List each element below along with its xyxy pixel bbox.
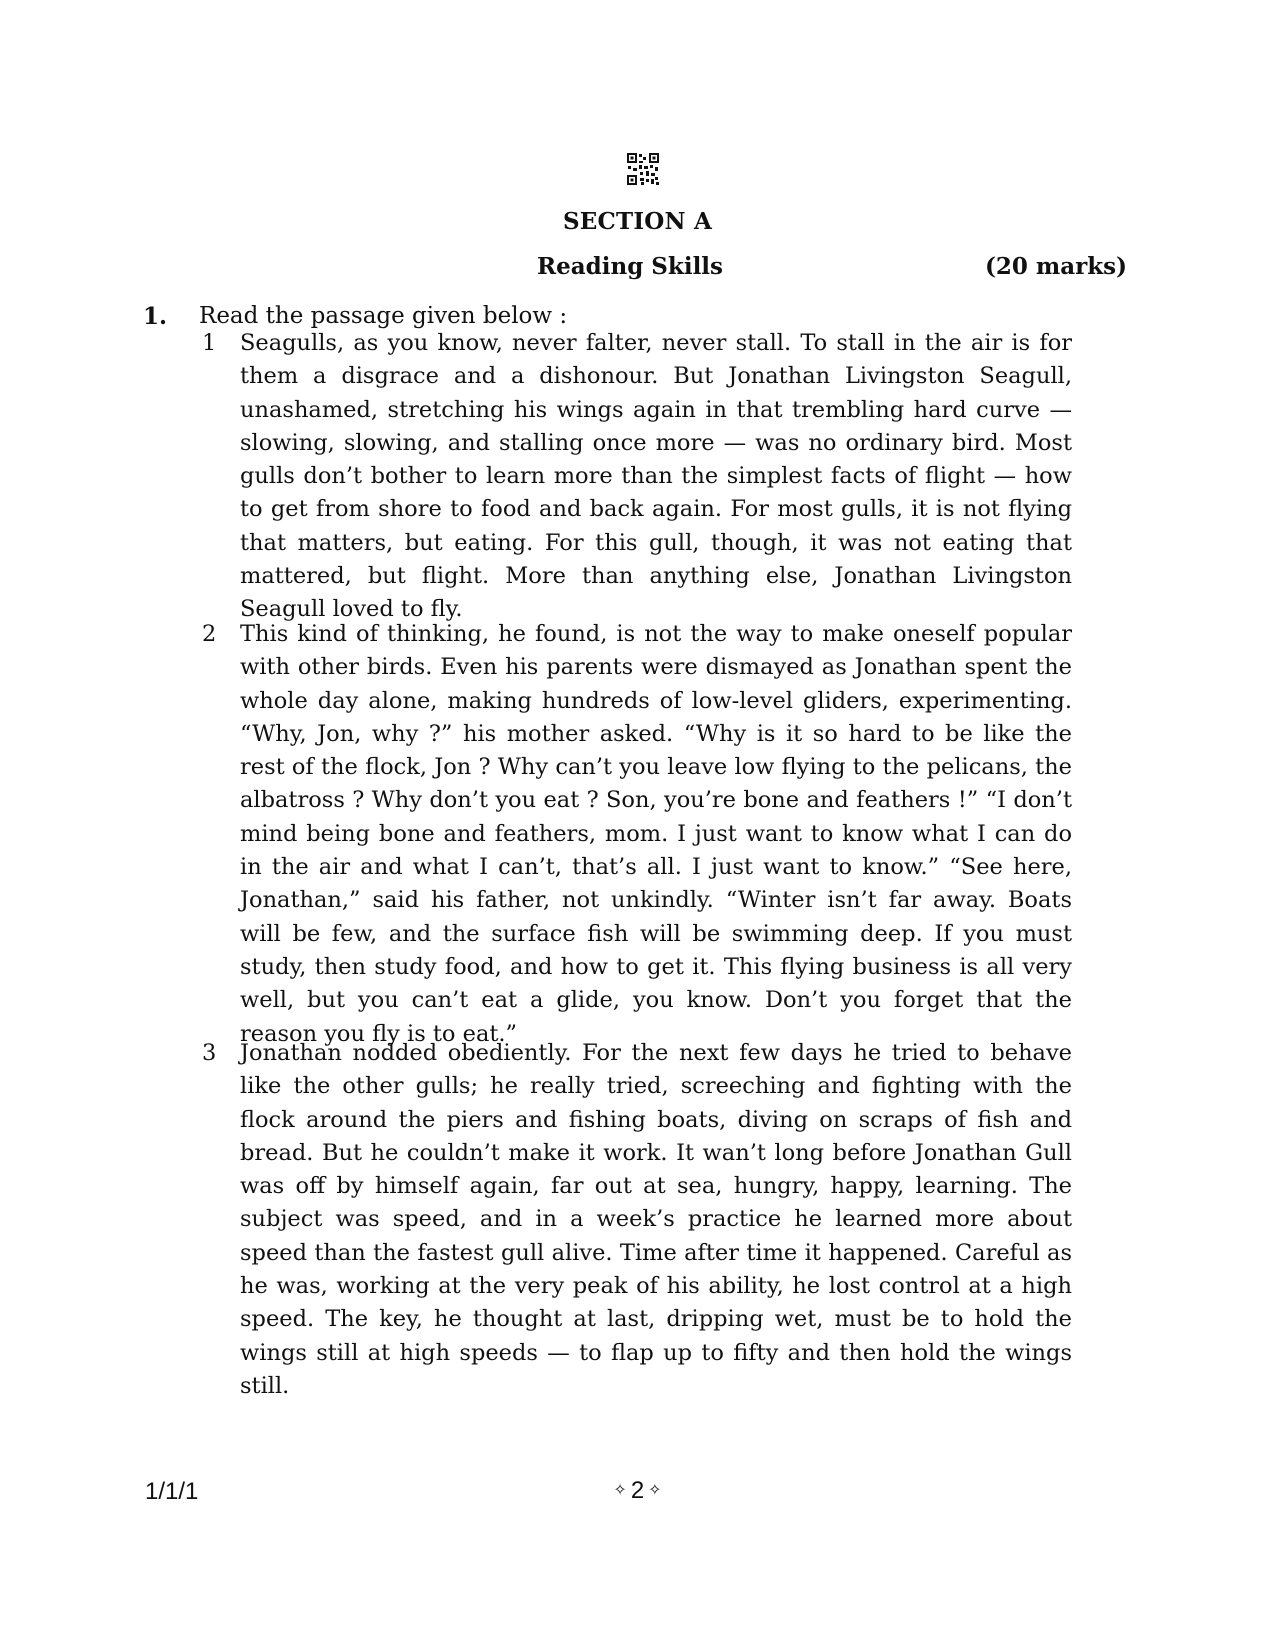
page-number-wrapper — [0, 1477, 1275, 1505]
question-prompt: Read the passage given below : — [199, 303, 568, 329]
ornament-icon: ✧ — [613, 1482, 627, 1499]
qr-code-icon — [626, 152, 660, 186]
page-number: 2 — [630, 1477, 645, 1504]
passage-paragraph: This kind of thinking, he found, is not the way to make oneself popular with other birds. Even his parents were dismayed as Jonathan spent the whole day alone, making hundreds of low-level gliders, experimenting. “Why, Jon, why ?” his mother asked. “Why is it so hard to be like the rest of the flock, Jon ? Why can’t you leave low flying to the pelicans, the albatross ? Why don’t you eat ? Son, you’re bone and feathers !” “I don’t mind being bone and feathers, mom. I just want to know what I can do in the air and what I can’t, that’s all. I just want to know.” “See here, Jonathan,” said his father, not unkindly. “Winter isn’t far away. Boats will be few, and the surface fish will be swimming deep. If you must study, then study food, and how to get it. This flying business is all very well, but you can’t eat a glide, you know. Don’t you forget that the reason you fly is to eat.” — [240, 621, 1072, 1047]
section-title: SECTION A — [562, 208, 713, 235]
paragraph-number: 3 — [202, 1040, 217, 1066]
question-number: 1. — [143, 303, 168, 330]
passage-paragraph: Jonathan nodded obediently. For the next few days he tried to behave like the other gulls; he really tried, screeching and fighting with the flock around the piers and fishing boats, diving on scraps of fish and bread. But he couldn’t make it work. It wan’t long before Jonathan Gull was off by himself again, far out at sea, hungry, happy, learning. The subject was speed, and in a week’s practice he learned more about speed than the fastest gull alive. Time after time it happened. Careful as he was, working at the very peak of his ability, he lost control at a high speed. The key, he thought at last, dripping wet, must be to hold the wings still at high speeds — to flap up to fifty and then hold the wings still. — [240, 1040, 1072, 1399]
paper-code: 1/1/1 — [145, 1478, 199, 1505]
ornament-icon: ✧ — [648, 1482, 662, 1499]
passage-paragraph: Seagulls, as you know, never falter, never stall. To stall in the air is for them a disgrace and a dishonour. But Jonathan Livingston Seagull, unashamed, stretching his wings again in that trembling hard curve — slowing, slowing, and stalling once more — was no ordinary bird. Most gulls don’t bother to learn more than the simplest facts of flight — how to get from shore to food and back again. For most gulls, it is not flying that matters, but eating. For this gull, though, it was not eating that mattered, but flight. More than anything else, Jonathan Livingston Seagull loved to fly. — [240, 330, 1072, 623]
section-subtitle: Reading Skills — [537, 253, 723, 280]
paragraph-number: 1 — [202, 330, 217, 356]
section-marks: (20 marks) — [984, 253, 1127, 280]
paragraph-number: 2 — [202, 621, 217, 647]
